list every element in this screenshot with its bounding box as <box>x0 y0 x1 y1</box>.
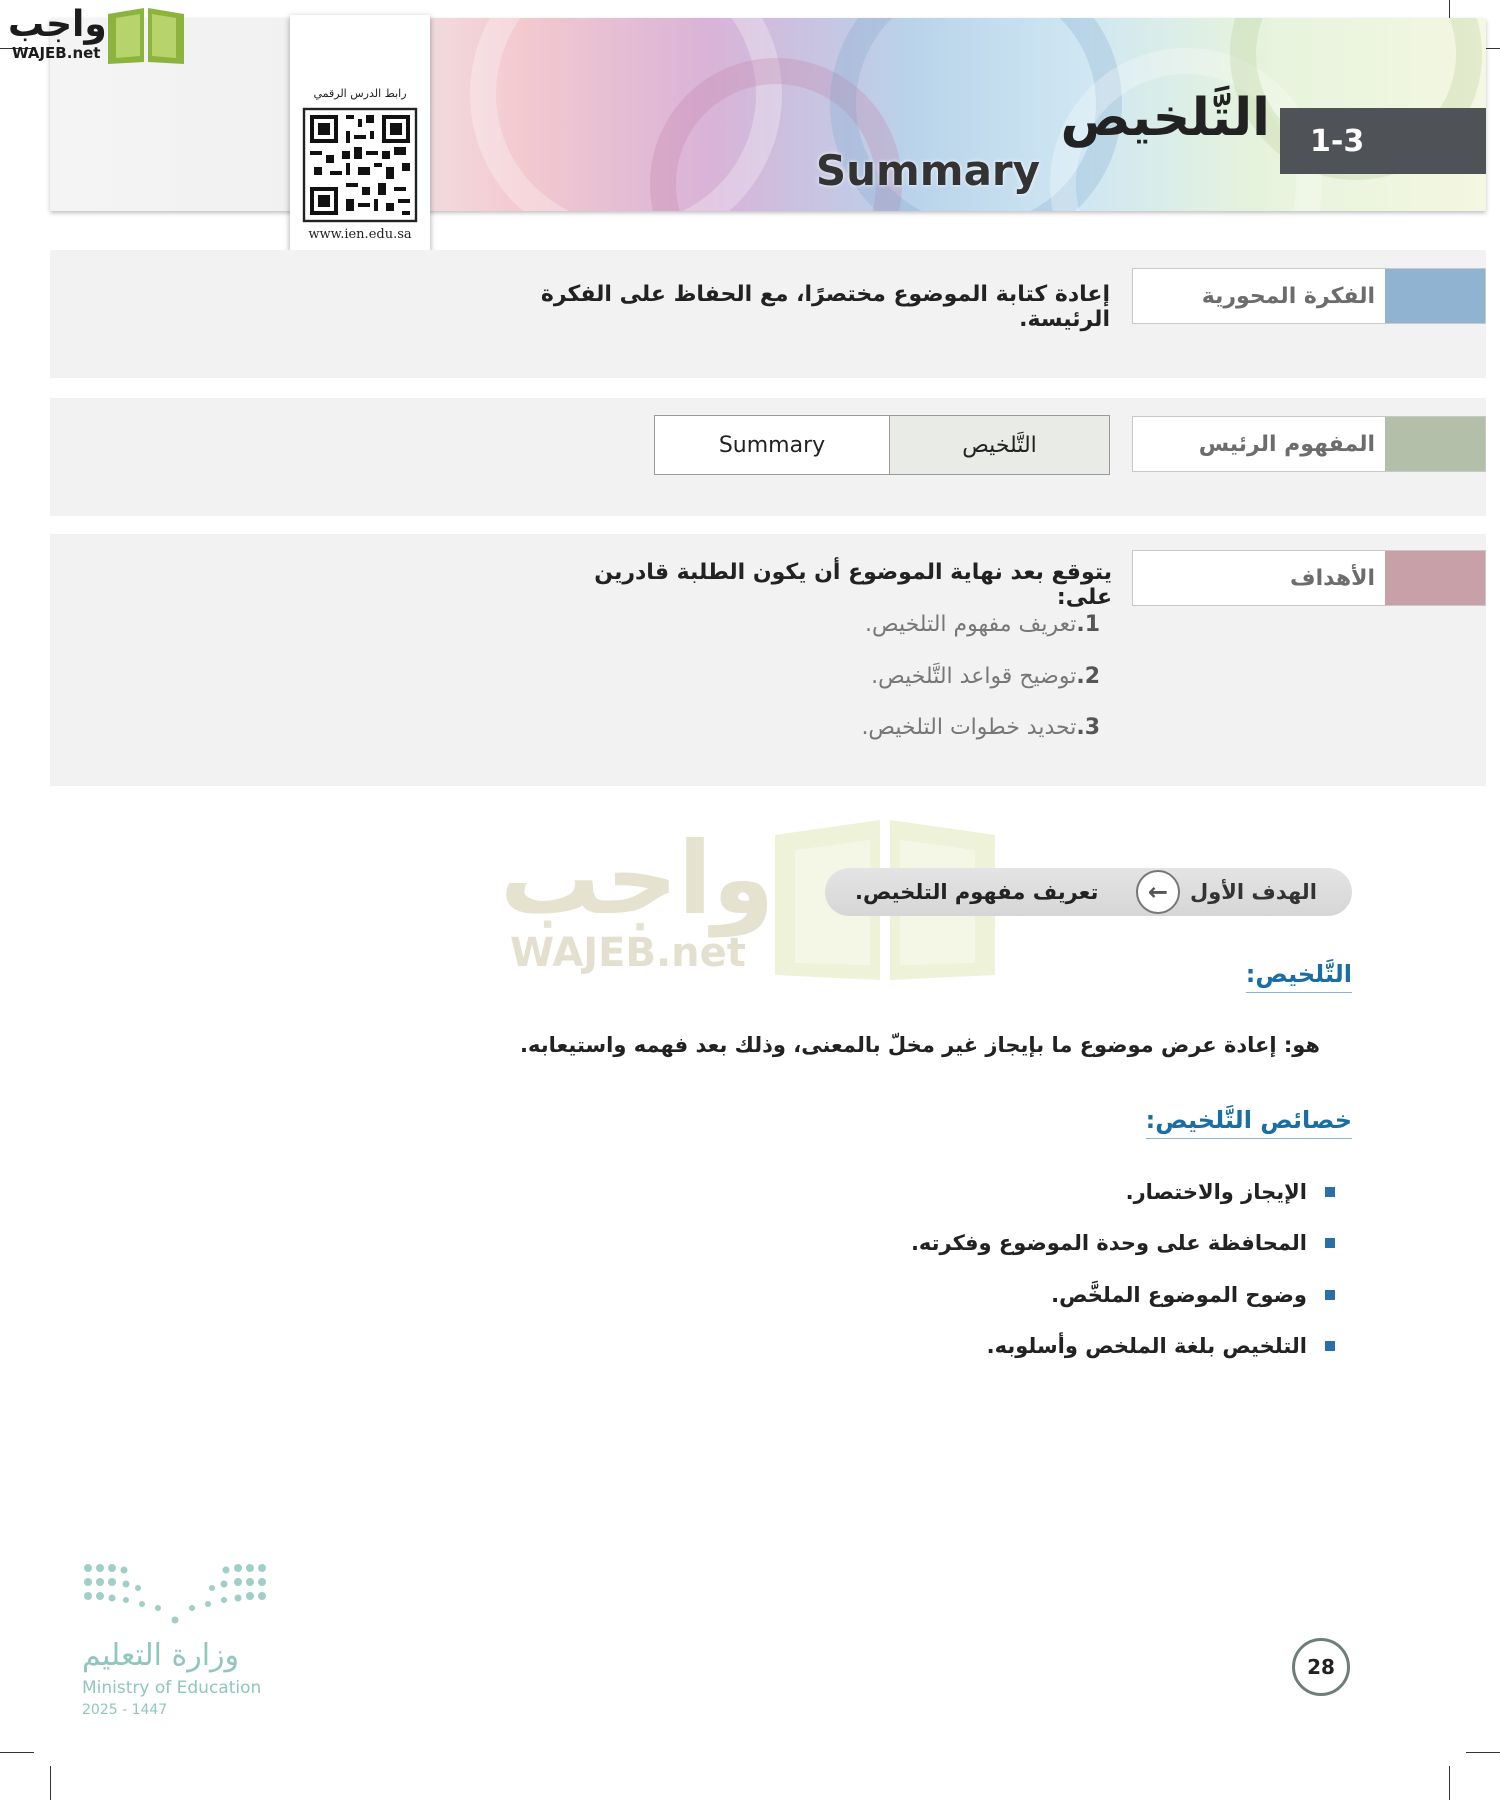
central-idea-label: الفكرة المحورية <box>1201 283 1375 309</box>
crop-mark <box>1449 1766 1450 1800</box>
objective-item: 3.تحديد خطوات التلخيص. <box>861 715 1100 740</box>
key-concept-label-box <box>1132 416 1486 472</box>
ministry-year: 2025 - 1447 <box>82 1702 168 1718</box>
definition-heading: التَّلخيص: <box>1246 960 1352 993</box>
watermark-text: واجب <box>500 820 775 937</box>
qr-card[interactable] <box>290 15 430 255</box>
central-idea-label-box <box>1132 268 1486 324</box>
bullet-icon <box>1325 1290 1335 1300</box>
qr-url[interactable]: www.ien.edu.sa <box>308 227 412 242</box>
objectives-intro: يتوقع بعد نهاية الموضوع أن يكون الطلبة قادرين على: <box>594 560 1112 610</box>
header-banner <box>50 18 1486 211</box>
key-concept-term-table <box>654 415 1110 475</box>
wajeb-logo-subtitle: WAJEB.net <box>12 44 101 62</box>
unit-number-badge: 1-3 <box>1280 108 1486 174</box>
lesson-title-arabic: التَّلخيص <box>1060 88 1270 148</box>
characteristic-item: وضوح الموضوع الملخَّص. <box>1051 1283 1335 1307</box>
book-logo-icon <box>104 4 188 66</box>
crop-mark <box>0 1752 34 1753</box>
objectives-label-box <box>1132 550 1486 606</box>
qr-label: رابط الدرس الرقمي <box>313 87 407 100</box>
key-concept-accent <box>1385 417 1485 471</box>
qr-code-icon[interactable] <box>302 107 418 223</box>
bullet-icon <box>1325 1238 1335 1248</box>
first-objective-label: الهدف الأول <box>1190 880 1317 904</box>
characteristics-heading: خصائص التَّلخيص: <box>1146 1106 1352 1139</box>
arrow-left-icon: ← <box>1136 870 1180 914</box>
ministry-logo-icon <box>82 1562 268 1628</box>
key-concept-label: المفهوم الرئيس <box>1198 431 1375 457</box>
crop-mark <box>1466 1752 1500 1753</box>
page-number: 28 <box>1292 1638 1350 1696</box>
characteristic-item: الإيجاز والاختصار. <box>1126 1180 1335 1204</box>
objectives-accent <box>1385 551 1485 605</box>
objectives-label: الأهداف <box>1290 565 1375 591</box>
objective-item: 1.تعريف مفهوم التلخيص. <box>865 612 1100 637</box>
bullet-icon <box>1325 1187 1335 1197</box>
term-arabic: التَّلخيص <box>890 416 1109 474</box>
watermark-subtitle: WAJEB.net <box>510 930 746 976</box>
objective-item: 2.توضيح قواعد التَّلخيص. <box>871 664 1100 689</box>
central-idea-text: إعادة كتابة الموضوع مختصرًا، مع الحفاظ على الفكرة الرئيسة. <box>540 282 1110 332</box>
ministry-name-arabic: وزارة التعليم <box>82 1638 240 1673</box>
first-objective-text: تعريف مفهوم التلخيص. <box>855 880 1099 904</box>
characteristic-item: التلخيص بلغة الملخص وأسلوبه. <box>987 1334 1335 1358</box>
bullet-icon <box>1325 1341 1335 1351</box>
central-idea-accent <box>1385 269 1485 323</box>
definition-text: هو: إعادة عرض موضوع ما بإيجاز غير مخلّ بالمعنى، وذلك بعد فهمه واستيعابه. <box>520 1033 1320 1057</box>
term-english: Summary <box>655 416 890 474</box>
lesson-title-english: Summary <box>815 146 1040 195</box>
characteristic-item: المحافظة على وحدة الموضوع وفكرته. <box>911 1231 1335 1255</box>
ministry-name-english: Ministry of Education <box>82 1678 262 1698</box>
wajeb-logo-text: واجب <box>8 4 107 45</box>
crop-mark <box>50 1766 51 1800</box>
